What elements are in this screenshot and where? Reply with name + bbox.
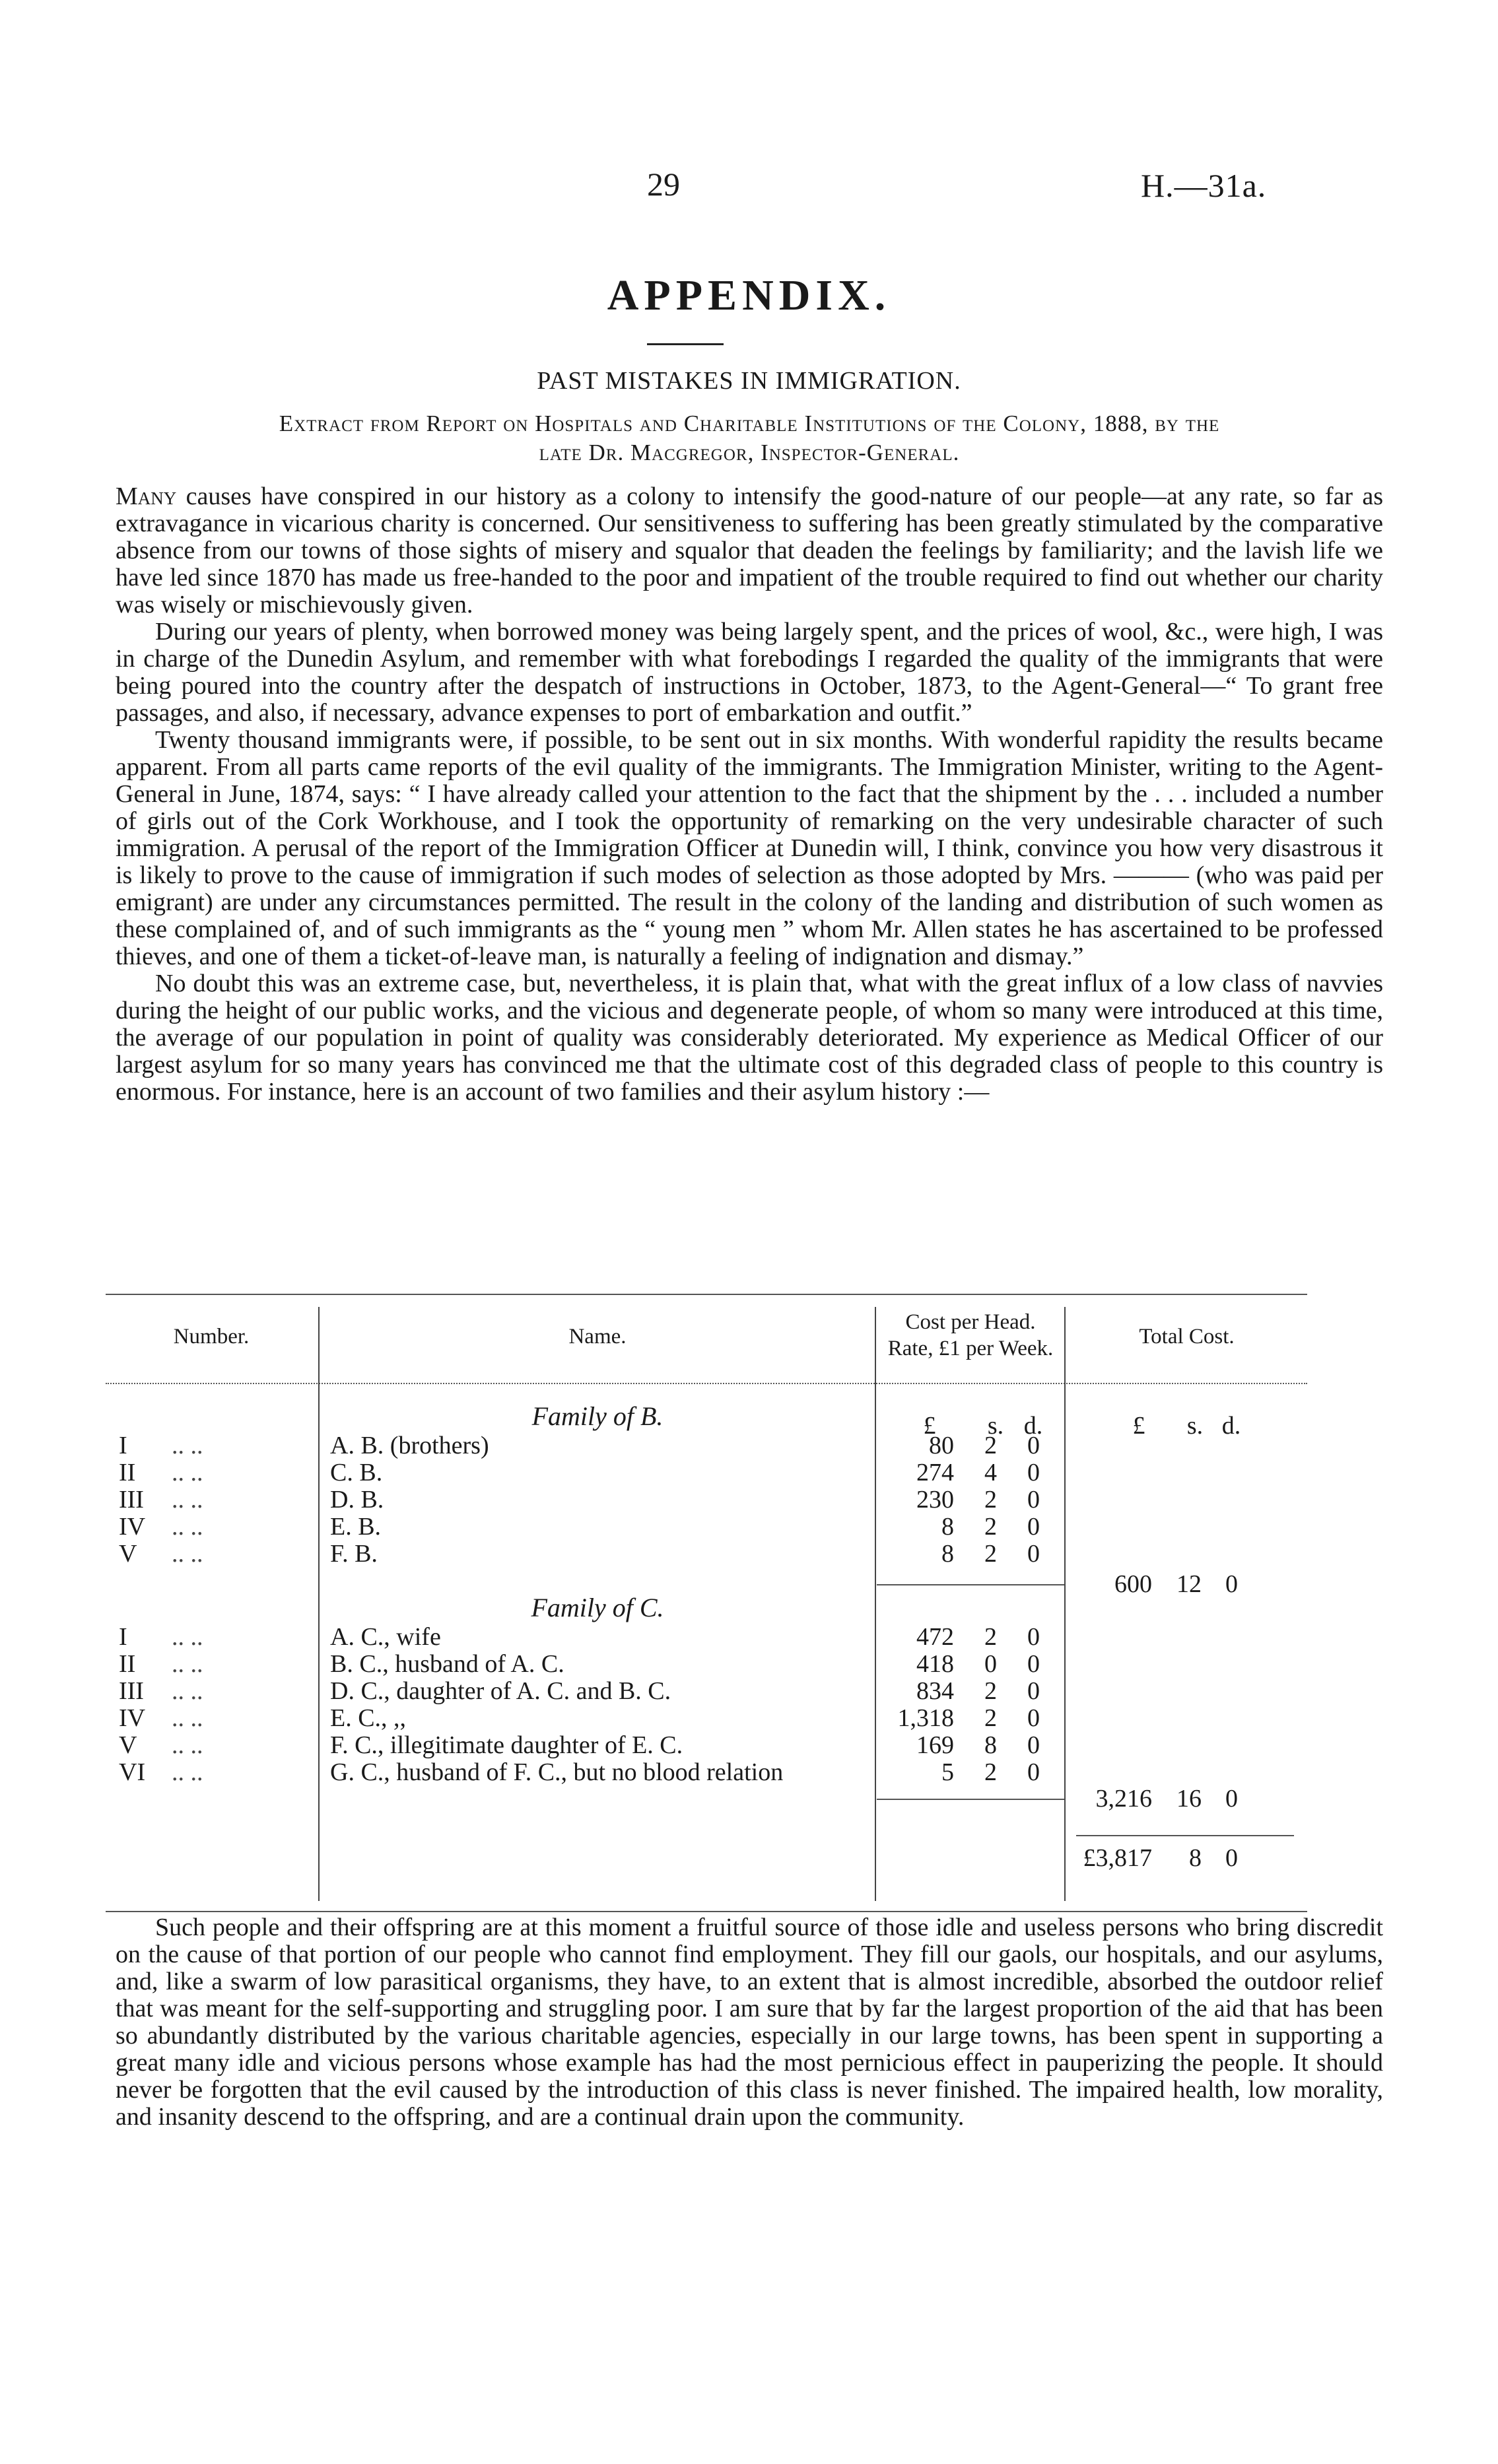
row-number: V [119, 1540, 137, 1568]
paragraph-1-text: causes have conspired in our history as a colony to intensify the good-nature of our people—at any rate, so far as extravagance in vicarious charity is concerned. Our sensitiveness to suffering has been greatly stimulated by the comparative absence from our towns of those sights of misery and squalor that deaden the feelings by familiarity; and the lavish life we have led since 1870 has made us free-handed to the poor and impatient of the trouble required to find out whether our charity was wisely or mischievously given. [116, 483, 1383, 618]
grand-total-pounds: £3,817 [1083, 1844, 1152, 1872]
header-cost-line1: Cost per Head. [905, 1310, 1036, 1334]
row-cost-shillings: 2 [984, 1623, 997, 1651]
grand-total-rule [1076, 1835, 1294, 1836]
paragraph-3: Twenty thousand immigrants were, if possible, to be sent out in six months. With wonderful rapidity the results became apparent. From all parts came reports of the evil quality of the immigrants. The Immigration Minister, writing to the Agent-General in June, 1874, says: “ I have already called your attention to the fact that the shipment by the . . . included a number of girls out of the Cork Workhouse, and I took the opportunity of remarking on the very undesirable character of such immigration. A perusal of the report of the Immigration Officer at Dunedin will, I think, convince you how very disastrous it is likely to prove to the cause of immigration if such modes of selection as those adopted by Mrs. ——— (who was paid per emigrant) are under any circumstances permitted. The result in the colony of the landing and distribution of such women as these complained of, and of such immigrants as the “ young men ” whom Mr. Allen states he has ascertained to be professed thieves, and one of them a ticket-of-leave man, is naturally a feeling of indignation and dismay.” [116, 726, 1383, 970]
row-cost-pounds: 834 [916, 1677, 954, 1705]
row-cost-pence: 0 [1027, 1731, 1040, 1759]
row-cost-shillings: 2 [984, 1486, 997, 1514]
row-cost-shillings: 2 [984, 1513, 997, 1541]
header-cost-line2: Rate, £1 per Week. [887, 1337, 1054, 1360]
row-cost-pence: 0 [1027, 1704, 1040, 1732]
extract-heading-line2: late Dr. Macgregor, Inspector-General. [539, 440, 960, 465]
family-total-pence: 0 [1225, 1785, 1238, 1813]
leader-dots: .. .. [172, 1459, 203, 1486]
family-total-pounds: 600 [1114, 1570, 1152, 1598]
row-cost-shillings: 2 [984, 1704, 997, 1732]
paragraph-1-lead: Many [116, 483, 177, 510]
header-name: Name. [568, 1325, 627, 1349]
unit-pence-total: d. [1221, 1412, 1241, 1440]
row-cost-shillings: 0 [984, 1650, 997, 1678]
family-total-shillings: 12 [1176, 1570, 1202, 1598]
unit-pound-cost: £ [923, 1412, 936, 1440]
header-total-cost: Total Cost. [1139, 1325, 1235, 1349]
extract-heading-line1: Extract from Report on Hospitals and Charitable Institutions of the Colony, 1888, by the [279, 411, 1220, 436]
leader-dots: .. .. [172, 1704, 203, 1732]
row-cost-pounds: 418 [916, 1650, 954, 1678]
row-cost-pence: 0 [1027, 1758, 1040, 1786]
leader-dots: .. .. [172, 1513, 203, 1541]
row-cost-pounds: 472 [916, 1623, 954, 1651]
unit-pence-cost: d. [1023, 1412, 1043, 1440]
row-cost-pounds: 230 [916, 1486, 954, 1514]
row-number: IV [119, 1704, 146, 1732]
row-cost-shillings: 2 [984, 1677, 997, 1705]
unit-pound-total: £ [1132, 1412, 1145, 1440]
family-label: Family of B. [531, 1401, 664, 1431]
leader-dots: .. .. [172, 1486, 203, 1514]
paragraph-2: During our years of plenty, when borrowed money was being largely spent, and the prices of wool, &c., were high, I was in charge of the Dunedin Asylum, and remember with what forebodings I regarded the quality of the immigrants that were being poured into the country after the despatch of instructions in October, 1873, to the Agent-General—“ To grant free passages, and also, if necessary, advance expenses to port of embarkation and outfit.” [116, 618, 1383, 727]
row-number: III [119, 1677, 144, 1705]
row-cost-pounds: 169 [916, 1731, 954, 1759]
row-number: III [119, 1486, 144, 1514]
table-header-rule [106, 1383, 1307, 1384]
row-name: C. B. [330, 1459, 383, 1486]
row-cost-shillings: 2 [984, 1758, 997, 1786]
row-number: VI [119, 1758, 146, 1786]
title-rule [647, 343, 724, 345]
row-cost-pence: 0 [1027, 1650, 1040, 1678]
row-name: G. C., husband of F. C., but no blood relation [330, 1759, 784, 1786]
page-number: 29 [647, 166, 680, 203]
family-total-shillings: 16 [1176, 1785, 1202, 1813]
row-cost-shillings: 8 [984, 1731, 997, 1759]
family-b-subtotal-rule [877, 1584, 1064, 1585]
row-cost-pence: 0 [1027, 1540, 1040, 1568]
row-name: E. B. [330, 1514, 382, 1541]
unit-shilling-cost: s. [987, 1412, 1004, 1440]
row-number: IV [119, 1513, 146, 1541]
leader-dots: .. .. [172, 1623, 203, 1651]
row-name: A. C., wife [330, 1624, 441, 1651]
grand-total-shillings: 8 [1189, 1844, 1202, 1872]
column-divider-1 [318, 1307, 320, 1901]
leader-dots: .. .. [172, 1731, 203, 1759]
row-cost-pounds: 274 [916, 1459, 954, 1486]
leader-dots: .. .. [172, 1677, 203, 1705]
paragraph-1 [116, 483, 1383, 618]
row-cost-pence: 0 [1027, 1432, 1040, 1459]
row-cost-pence: 0 [1027, 1513, 1040, 1541]
row-name: E. C., ,, [330, 1705, 407, 1732]
header-number: Number. [173, 1325, 250, 1349]
row-cost-pence: 0 [1027, 1459, 1040, 1486]
unit-shilling-total: s. [1186, 1412, 1204, 1440]
row-cost-shillings: 2 [984, 1432, 997, 1459]
document-reference: H.—31a. [1141, 167, 1267, 204]
grand-total-pence: 0 [1225, 1844, 1238, 1872]
leader-dots: .. .. [172, 1650, 203, 1678]
row-name: D. B. [330, 1486, 384, 1514]
column-divider-2 [875, 1307, 876, 1901]
row-cost-pence: 0 [1027, 1486, 1040, 1514]
row-cost-pence: 0 [1027, 1677, 1040, 1705]
leader-dots: .. .. [172, 1540, 203, 1568]
leader-dots: .. .. [172, 1758, 203, 1786]
extract-heading [116, 409, 1383, 467]
row-cost-pounds: 5 [941, 1758, 954, 1786]
table-bottom-rule [106, 1911, 1307, 1912]
family-total-pounds: 3,216 [1095, 1785, 1152, 1813]
row-cost-shillings: 2 [984, 1540, 997, 1568]
row-name: A. B. (brothers) [330, 1432, 489, 1459]
row-cost-pounds: 1,318 [897, 1704, 954, 1732]
row-number: I [119, 1432, 127, 1459]
row-number: V [119, 1731, 137, 1759]
family-c-subtotal-rule [877, 1799, 1064, 1800]
family-total-pence: 0 [1225, 1570, 1238, 1598]
row-name: D. C., daughter of A. C. and B. C. [330, 1678, 671, 1705]
family-label: Family of C. [531, 1593, 664, 1622]
column-divider-3 [1064, 1307, 1066, 1901]
body-text-upper [116, 483, 1383, 1106]
section-subtitle: PAST MISTAKES IN IMMIGRATION. [537, 367, 961, 395]
row-number: II [119, 1459, 136, 1486]
row-name: F. C., illegitimate daughter of E. C. [330, 1732, 683, 1759]
row-cost-pounds: 8 [941, 1513, 954, 1541]
paragraph-5: Such people and their offspring are at this moment a fruitful source of those idle and useless persons who bring discredit on the cause of that portion of our people who cannot find employment. They fill our gaols, our hospitals, and our asylums, and, like a swarm of low parasitical organisms, they have, to an extent that is almost incredible, absorbed the outdoor relief that was meant for the self-supporting and struggling poor. I am sure that by far the largest proportion of the aid that has been so abundantly distributed by the various charitable agencies, especially in our large towns, has been spent in supporting a great many idle and vicious persons whose example has had the most pernicious effect in pauperizing the people. It should never be forgotten that the evil caused by the introduction of this class is never finished. The impaired health, low morality, and insanity descend to the offspring, and are a continual drain upon the community. [116, 1914, 1383, 2131]
row-cost-pounds: 80 [929, 1432, 954, 1459]
row-number: II [119, 1650, 136, 1678]
leader-dots: .. .. [172, 1432, 203, 1459]
row-cost-shillings: 4 [984, 1459, 997, 1486]
row-number: I [119, 1623, 127, 1651]
table-top-rule [106, 1294, 1307, 1295]
paragraph-4: No doubt this was an extreme case, but, nevertheless, it is plain that, what with the great influx of a low class of navvies during the height of our public works, and the vicious and degenerate people, of whom so many were introduced at this time, the average of our population in point of quality was considerably deteriorated. My experience as Medical Officer of our largest asylum for so many years has convinced me that the ultimate cost of this degraded class of people to this country is enormous. For instance, here is an account of two families and their asylum history :— [116, 970, 1383, 1106]
row-cost-pounds: 8 [941, 1540, 954, 1568]
appendix-title: APPENDIX. [607, 271, 891, 319]
row-cost-pence: 0 [1027, 1623, 1040, 1651]
header-cost-per-head [877, 1309, 1064, 1362]
row-name: F. B. [330, 1541, 378, 1568]
row-name: B. C., husband of A. C. [330, 1651, 564, 1678]
body-text-lower [116, 1914, 1383, 2131]
